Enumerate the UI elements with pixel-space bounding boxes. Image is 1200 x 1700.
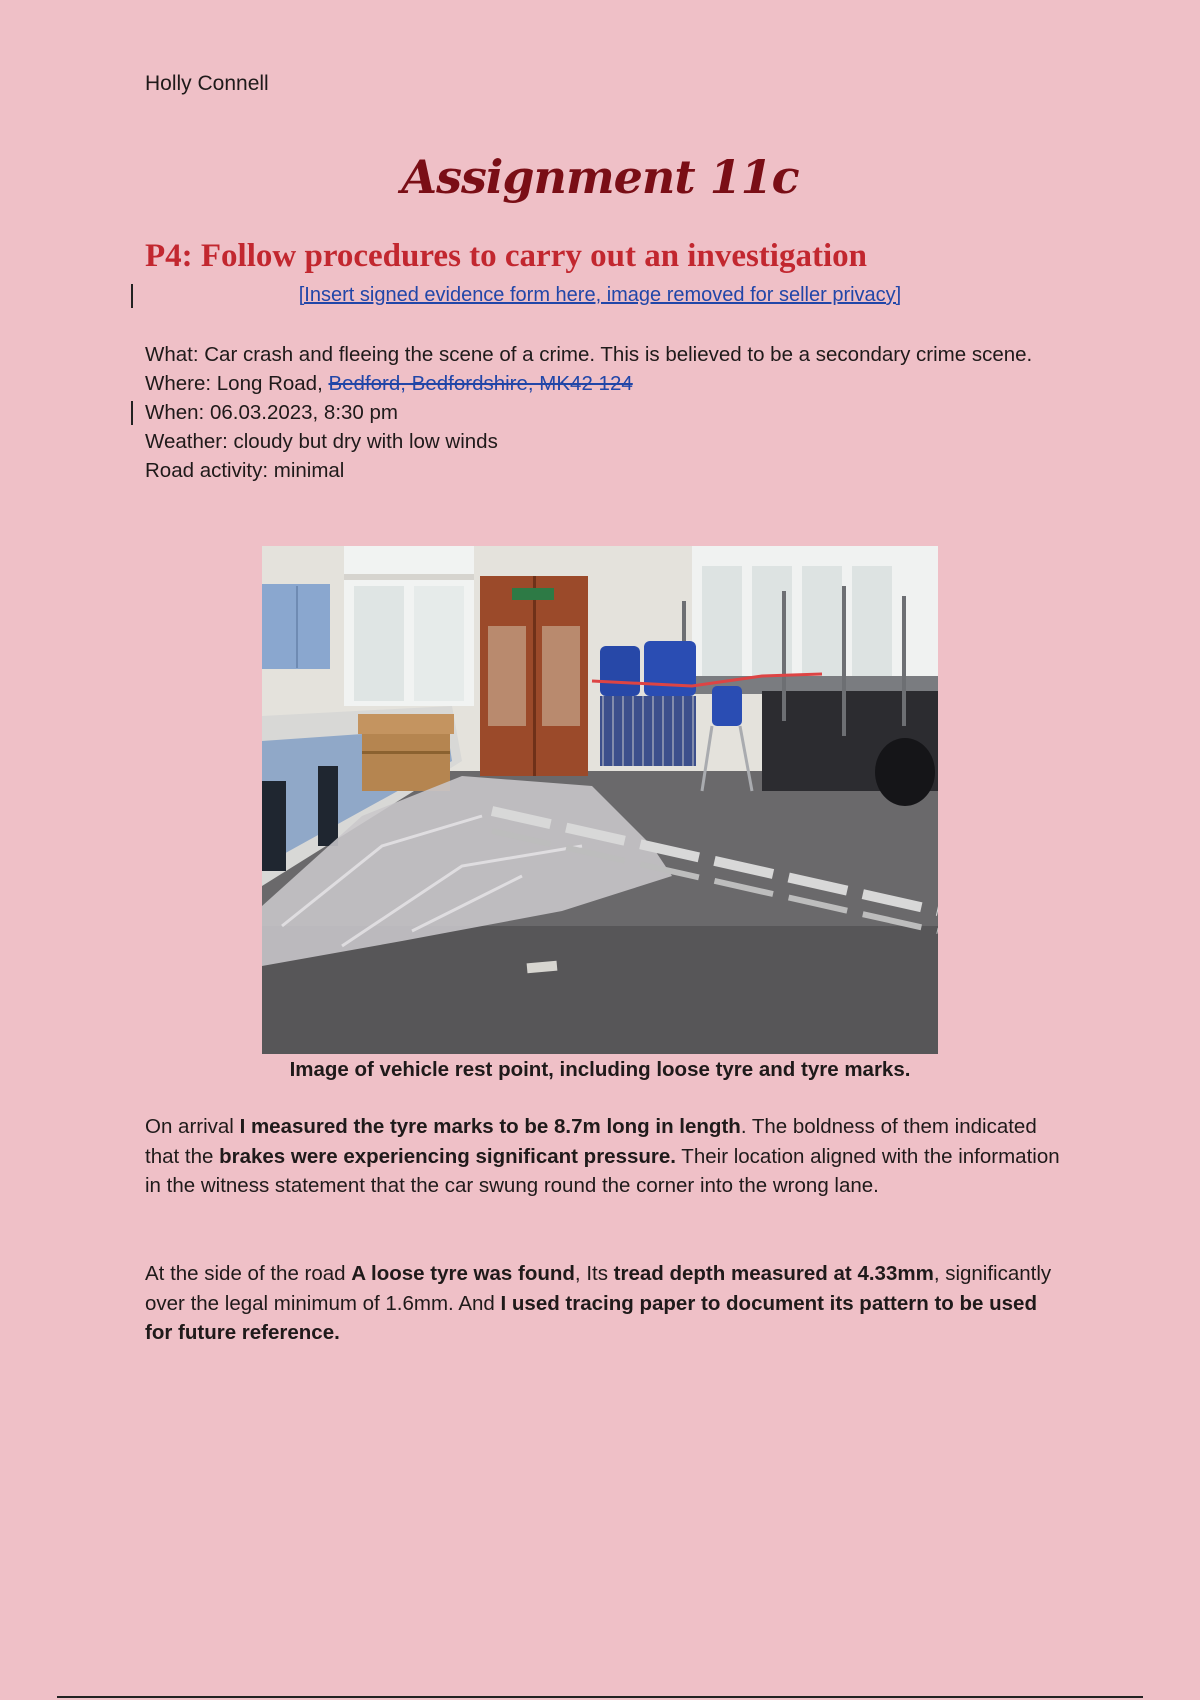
detail-what: What: Car crash and fleeing the scene of a crime. This is believed to be a secondary crime scene. — [145, 343, 1033, 366]
page-bottom-rule — [57, 1696, 1143, 1698]
photo-caption: Image of vehicle rest point, including loose tyre and tyre marks. — [289, 1058, 911, 1081]
detail-road-activity: Road activity: minimal — [145, 459, 345, 482]
para1-text-1: On arrival — [145, 1115, 240, 1138]
paragraph-tyre-marks — [145, 1112, 1065, 1201]
para2-bold-2: tread depth measured at 4.33mm — [613, 1262, 934, 1285]
where-struck-address[interactable]: Bedford, Bedfordshire, MK42 124 — [328, 372, 633, 395]
where-label: Where: Long Road, — [145, 372, 329, 395]
para1-text-2: . The boldness of them indicated that the — [145, 1115, 1037, 1168]
author-name: Holly Connell — [145, 72, 269, 95]
detail-weather: Weather: cloudy but dry with low winds — [145, 430, 498, 453]
section-heading: P4: Follow procedures to carry out an investigation — [145, 238, 867, 274]
para2-bold-1: A loose tyre was found — [351, 1262, 575, 1285]
para2-bold-3: I used tracing paper to document its pattern to be used for future reference. — [145, 1291, 1037, 1344]
detail-when: When: 06.03.2023, 8:30 pm — [145, 401, 399, 424]
para1-bold-1: I measured the tyre marks to be 8.7m long in length — [239, 1115, 741, 1138]
para1-bold-2: brakes were experiencing significant pressure. — [219, 1144, 676, 1168]
para1-text-3: Their location aligned with the information in the witness statement that the car swung round the corner into the wrong lane. — [145, 1144, 1060, 1197]
para2-text-3: , significantly over the legal minimum of 1.6mm. And — [145, 1262, 1052, 1315]
para2-text-2: , Its — [574, 1262, 614, 1285]
crime-scene-photo — [262, 546, 938, 1054]
assignment-title: Assignment 11c — [401, 150, 799, 204]
text-cursor — [131, 401, 133, 425]
para2-text-1: At the side of the road — [145, 1262, 352, 1285]
incident-details — [145, 340, 1065, 485]
evidence-form-link[interactable]: [Insert signed evidence form here, image removed for seller privacy] — [298, 284, 902, 306]
paragraph-loose-tyre — [145, 1259, 1065, 1348]
detail-where — [145, 369, 1065, 398]
